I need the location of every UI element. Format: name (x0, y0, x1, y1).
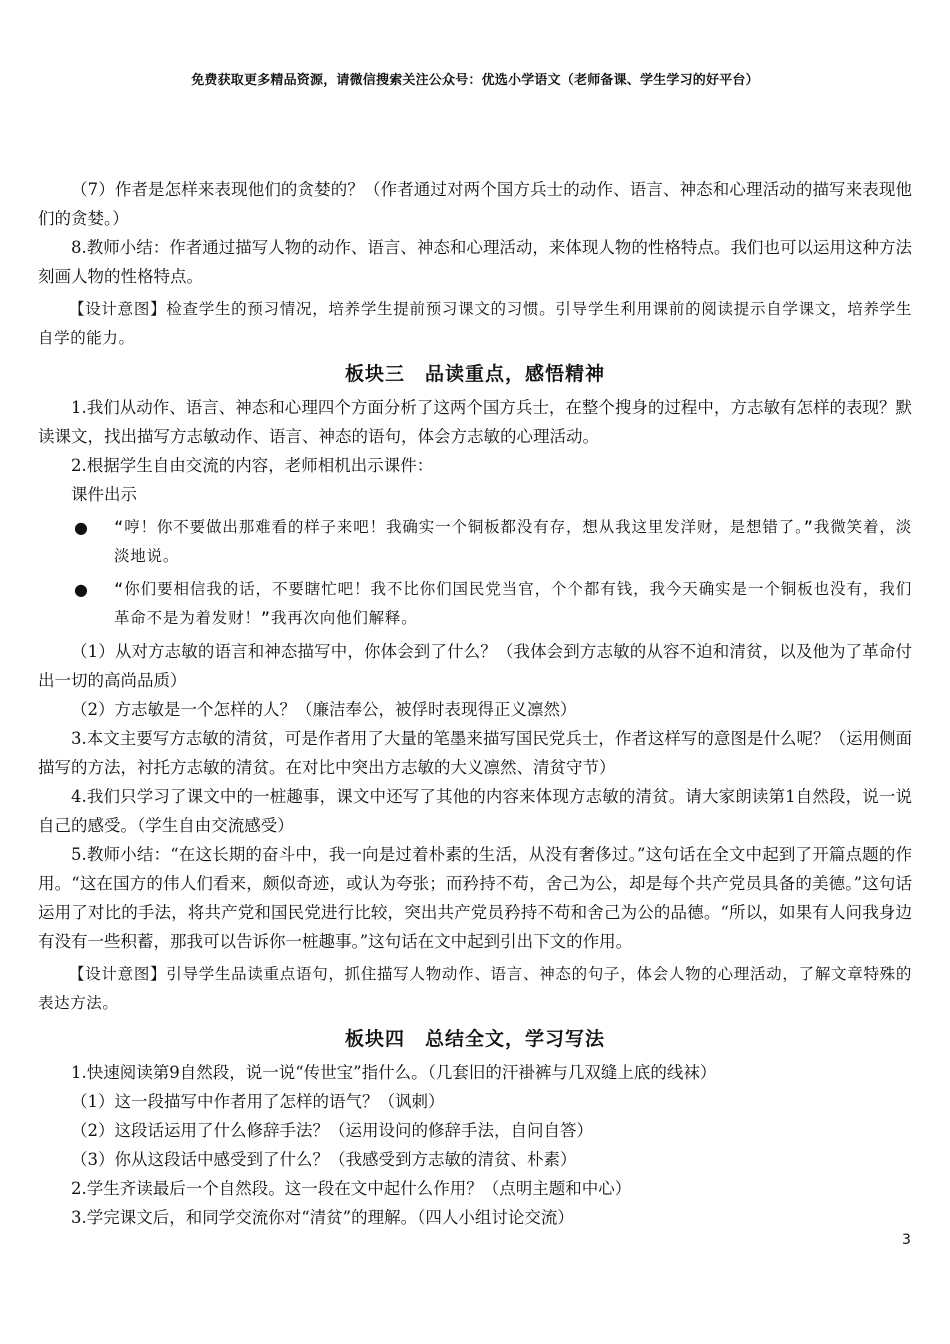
section-4-question-2: （2）这段话运用了什么修辞手法？（运用设问的修辞手法，自问自答） (71, 1121, 593, 1140)
section-3-question-2: （2）方志敏是一个怎样的人？（廉洁奉公，被俘时表现得正义凛然） (71, 700, 577, 719)
section-3-paragraph-4: 4.我们只学习了课文中的一桩趣事，课文中还写了其他的内容来体现方志敏的清贫。请大家朗读第1自然段，说一说自己的感受。（学生自由交流感受） (38, 787, 912, 835)
section-title-3: 板块三 品读重点，感悟精神 (344, 363, 605, 385)
section-3-paragraph-2: 2.根据学生自由交流的内容，老师相机出示课件： (71, 456, 434, 475)
quote-bullet-2 (38, 575, 912, 633)
page-number: 3 (902, 1232, 911, 1248)
paragraph-teacher-summary-8: 8.教师小结：作者通过描写人物的动作、语言、神态和心理活动，来体现人物的性格特点。我们也可以运用这种方法刻画人物的性格特点。 (38, 238, 912, 286)
section-4-paragraph-3: 3.学完课文后，和同学交流你对“清贫”的理解。（四人小组讨论交流） (71, 1208, 574, 1227)
section-4-question-1: （1）这一段描写中作者用了怎样的语气？（讽刺） (71, 1092, 445, 1111)
header-banner: 免费获取更多精品资源，请微信搜索关注公众号：优选小学语文（老师备课、学生学习的好平台） (191, 73, 759, 88)
section-4-paragraph-2: 2.学生齐读最后一个自然段。这一段在文中起什么作用？（点明主题和中心） (71, 1179, 632, 1198)
quote-text: “你们要相信我的话，不要瞎忙吧！我不比你们国民党当官，个个都有钱，我今天确实是一个铜板也没有，我们革命不是为着发财！”我再次向他们解释。 (114, 580, 912, 627)
section-3-paragraph-5: 5.教师小结：“在这长期的奋斗中，我一向是过着朴素的生活，从没有奢侈过。”这句话在全文中起到了开篇点题的作用。“这在国方的伟人们看来，颇似奇迹，或认为夸张；而矜持不苟，舍己为公，却是每个共产党员具备的美德。”这句话运用了对比的手法，将共产党和国民党进行比较，突出共产党员矜持不苟和舍己为公的品德。“所以，如果有人问我身边有没有一些积蓄，那我可以告诉你一桩趣事。”这句话在文中起到引出下文的作用。 (38, 845, 912, 951)
document-body (38, 175, 912, 1232)
quote-text: “哼！你不要做出那难看的样子来吧！我确实一个铜板都没有存，想从我这里发洋财，是想错了。”我微笑着，淡淡地说。 (114, 518, 912, 565)
bullet-dot-icon: ● (74, 518, 89, 537)
section-3-paragraph-3: 3.本文主要写方志敏的清贫，可是作者用了大量的笔墨来描写国民党兵士，作者这样写的意图是什么呢？（运用侧面描写的方法，衬托方志敏的清贫。在对比中突出方志敏的大义凛然、清贫守节） (38, 729, 912, 777)
section-3-paragraph-1: 1.我们从动作、语言、神态和心理四个方面分析了这两个国方兵士，在整个搜身的过程中，方志敏有怎样的表现？默读课文，找出描写方志敏动作、语言、神态的语句，体会方志敏的心理活动。 (38, 398, 912, 446)
quote-bullet-1 (38, 513, 912, 571)
bullet-dot-icon: ● (74, 580, 89, 599)
section-4-question-3: （3）你从这段话中感受到了什么？（我感受到方志敏的清贫、朴素） (71, 1150, 577, 1169)
section-title-4: 板块四 总结全文，学习写法 (344, 1028, 605, 1050)
paragraph-q7: （7）作者是怎样来表现他们的贪婪的？（作者通过对两个国方兵士的动作、语言、神态和心理活动的描写来表现他们的贪婪。） (38, 180, 912, 228)
section-3-question-1: （1）从对方志敏的语言和神态描写中，你体会到了什么？（我体会到方志敏的从容不迫和清贫，以及他为了革命付出一切的高尚品质） (38, 642, 912, 690)
section-4-paragraph-1: 1.快速阅读第9自然段，说一说“传世宝”指什么。（几套旧的汗褂裤与几双缝上底的线袜） (71, 1063, 717, 1082)
design-intent-1: 【设计意图】检查学生的预习情况，培养学生提前预习课文的习惯。引导学生利用课前的阅读提示自学课文，培养学生自学的能力。 (38, 300, 912, 347)
design-intent-2: 【设计意图】引导学生品读重点语句，抓住描写人物动作、语言、神态的句子，体会人物的心理活动，了解文章特殊的表达方法。 (38, 965, 912, 1012)
courseware-label: 课件出示 (71, 485, 137, 504)
